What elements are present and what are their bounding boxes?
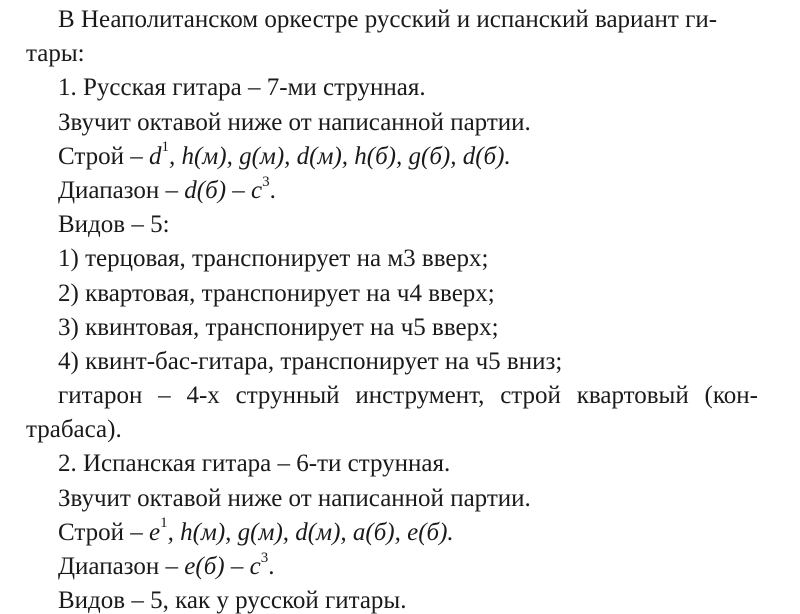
superscript: 1	[160, 515, 168, 532]
justified-line	[0, 379, 800, 413]
text-line	[0, 208, 800, 242]
word: (кон-	[704, 382, 758, 410]
tuning-label: Строй –	[58, 518, 143, 546]
word: квартовый	[576, 382, 689, 410]
word: инструмент,	[355, 382, 485, 410]
text-line	[0, 106, 800, 140]
line-text: тары:	[26, 40, 85, 68]
line-text: Звучит октавой ниже от написанной партии.	[58, 108, 531, 136]
range-value: d(б) – c	[184, 176, 263, 204]
line-text: 2) квартовая, транспонирует на ч4 вверх;	[58, 279, 495, 307]
line-text: 1) терцовая, транспонирует на м3 вверх;	[58, 245, 489, 273]
text-line	[0, 447, 800, 481]
line-text: Видов – 5:	[58, 211, 170, 239]
superscript: 3	[260, 549, 269, 566]
word: струнный	[235, 382, 340, 410]
line-text: Звучит октавой ниже от написанной партии.	[58, 484, 531, 512]
line-text: Видов – 5, как у русской гитары.	[58, 587, 407, 614]
text-line	[0, 413, 800, 447]
tuning-notes: , h(м), g(м), d(м), a(б), e(б).	[167, 518, 454, 546]
tuning-notes: , h(м), g(м), d(м), h(б), g(б), d(б).	[168, 142, 511, 170]
range-line-spanish	[0, 550, 800, 584]
list-item	[0, 311, 800, 345]
text-line	[0, 584, 800, 614]
text-line	[0, 37, 800, 71]
tuning-label: Строй –	[58, 142, 143, 170]
list-item	[0, 277, 800, 311]
line-text: 4) квинт-бас-гитара, транспонирует на ч5 вниз;	[58, 347, 563, 375]
text-line	[0, 71, 800, 105]
range-line-russian	[0, 174, 800, 208]
text-line	[0, 482, 800, 516]
superscript: 1	[161, 139, 169, 156]
line-text: В Неаполитанском оркестре русский и испанский вариант ги-	[58, 6, 718, 33]
period: .	[268, 553, 275, 580]
tuning-first-note: d	[148, 142, 162, 170]
period: .	[269, 176, 276, 204]
word: гитарон	[58, 382, 143, 410]
range-value: e(б) – c	[184, 553, 261, 580]
range-label: Диапазон –	[58, 553, 179, 580]
word: строй	[500, 382, 561, 410]
line-text: 1. Русская гитара – 7-ми струнная.	[58, 74, 426, 102]
list-item	[0, 345, 800, 379]
line-text: 2. Испанская гитара – 6-ти струнная.	[58, 450, 451, 478]
tuning-first-note: e	[148, 518, 161, 546]
word: 4-х	[186, 382, 220, 410]
text-line	[0, 3, 758, 37]
tuning-line-russian	[0, 140, 800, 174]
word: –	[158, 382, 171, 410]
line-text: 3) квинтовая, транспонирует на ч5 вверх;	[58, 313, 499, 341]
line-text: трабаса).	[26, 416, 122, 444]
range-label: Диапазон –	[58, 176, 179, 204]
tuning-line-spanish	[0, 516, 800, 550]
superscript: 3	[262, 173, 270, 190]
list-item	[0, 242, 800, 276]
